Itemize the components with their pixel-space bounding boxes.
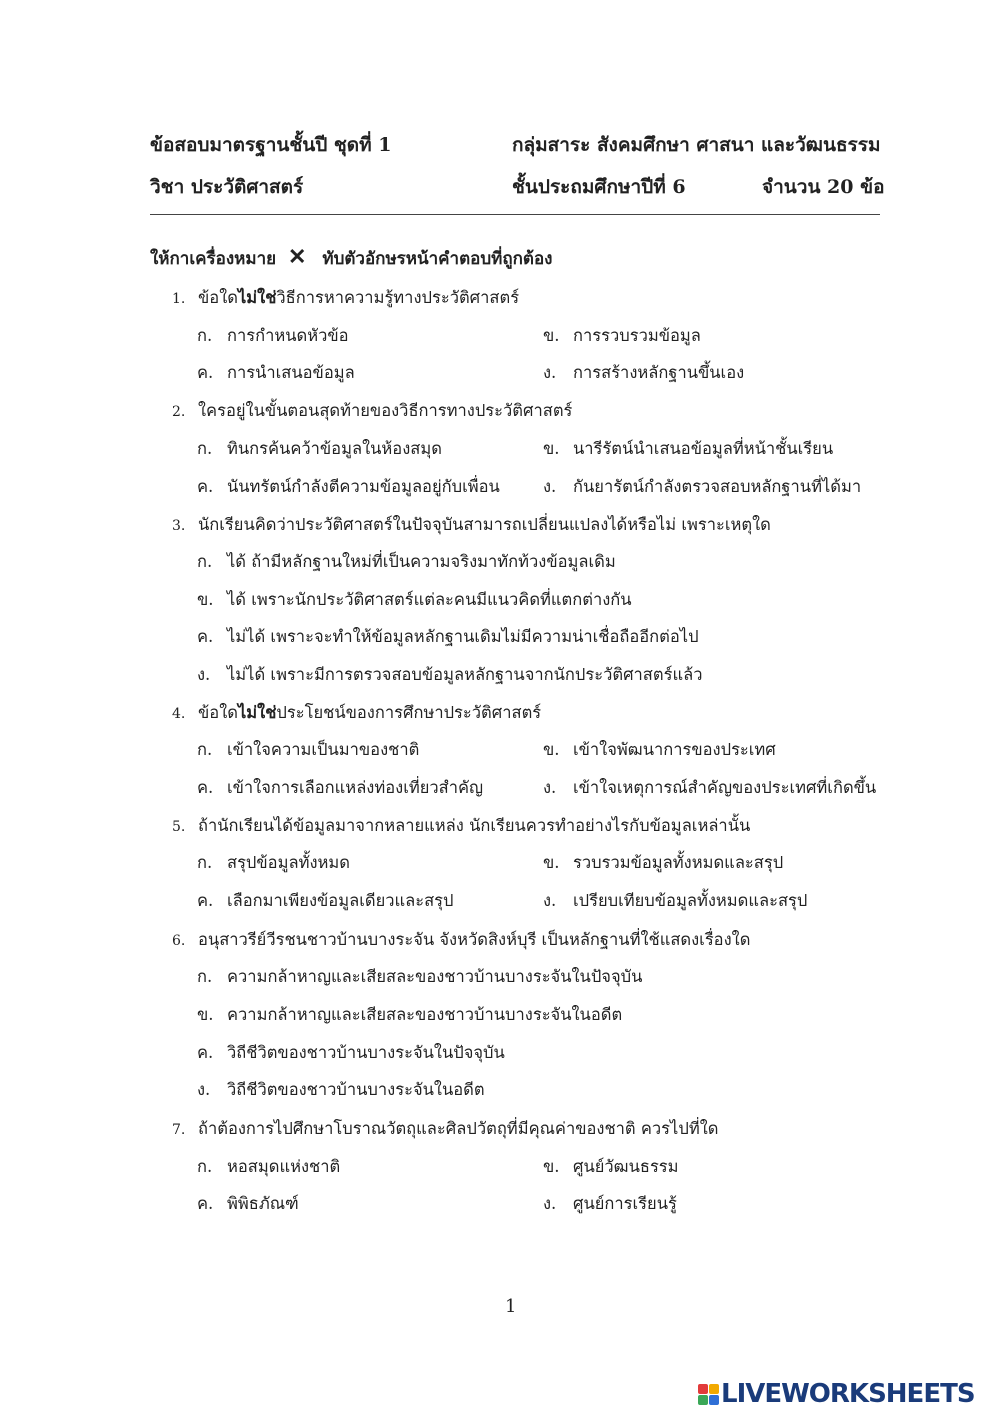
question-text: ข้อใด xyxy=(198,703,238,722)
question-text: ข้อใด xyxy=(198,288,238,307)
question-emphasis: ไม่ใช่ xyxy=(237,703,277,722)
question-2 xyxy=(172,398,572,424)
question-1 xyxy=(172,285,519,311)
instruction xyxy=(150,244,552,272)
question-7 xyxy=(172,1116,718,1142)
question-text: นักเรียนคิดว่าประวัติศาสตร์ในปัจจุบันสามารถเปลี่ยนแปลงได้หรือไม่ เพราะเหตุใด xyxy=(198,515,771,534)
question-5 xyxy=(172,813,750,839)
question-number: 3. xyxy=(172,518,186,534)
option-q3-d[interactable]: ง. ไม่ได้ เพราะมีการตรวจสอบข้อมูลหลักฐานจากนักประวัติศาสตร์แล้ว xyxy=(197,665,703,684)
option-q4-c[interactable]: ค. เข้าใจการเลือกแหล่งท่องเที่ยวสำคัญ xyxy=(197,778,484,797)
option-q1-b[interactable]: ข. การรวบรวมข้อมูล xyxy=(543,326,701,345)
instruction-before: ให้กาเครื่องหมาย xyxy=(150,249,277,269)
option-q1-d[interactable]: ง. การสร้างหลักฐานขึ้นเอง xyxy=(543,363,745,382)
question-text: ถ้าต้องการไปศึกษาโบราณวัตถุและศิลปวัตถุที่มีคุณค่าของชาติ ควรไปที่ใด xyxy=(198,1119,719,1138)
question-text: วิธีการหาความรู้ทางประวัติศาสตร์ xyxy=(276,288,520,307)
option-q6-c[interactable]: ค. วิถีชีวิตของชาวบ้านบางระจันในปัจจุบัน xyxy=(197,1043,505,1062)
option-q6-d[interactable]: ง. วิถีชีวิตของชาวบ้านบางระจันในอดีต xyxy=(197,1080,485,1099)
question-text: อนุสาวรีย์วีรชนชาวบ้านบางระจัน จังหวัดสิงห์บุรี เป็นหลักฐานที่ใช้แสดงเรื่องใด xyxy=(198,930,751,949)
question-4 xyxy=(172,700,541,726)
subject-group: กลุ่มสาระ สังคมศึกษา ศาสนา และวัฒนธรรม xyxy=(512,134,881,156)
option-q2-c[interactable]: ค. นันทรัตน์กำลังตีความข้อมูลอยู่กับเพื่อน xyxy=(197,477,500,496)
option-q4-b[interactable]: ข. เข้าใจพัฒนาการของประเทศ xyxy=(543,740,776,759)
grade-level: ชั้นประถมศึกษาปีที่ 6 xyxy=(512,176,686,198)
option-q5-a[interactable]: ก. สรุปข้อมูลทั้งหมด xyxy=(197,853,350,872)
option-q1-a[interactable]: ก. การกำหนดหัวข้อ xyxy=(197,326,349,345)
question-number: 1. xyxy=(172,291,186,307)
subject-name: วิชา ประวัติศาสตร์ xyxy=(150,176,304,198)
page-number: 1 xyxy=(505,1296,517,1317)
header-divider xyxy=(150,214,880,215)
liveworksheets-logo[interactable] xyxy=(698,1376,975,1412)
brand-name: LIVEWORKSHEETS xyxy=(721,1379,975,1409)
option-q5-d[interactable]: ง. เปรียบเทียบข้อมูลทั้งหมดและสรุป xyxy=(543,891,808,910)
option-q1-c[interactable]: ค. การนำเสนอข้อมูล xyxy=(197,363,355,382)
option-q2-d[interactable]: ง. กันยารัตน์กำลังตรวจสอบหลักฐานที่ได้มา xyxy=(543,477,862,496)
question-number: 6. xyxy=(172,933,186,949)
question-number: 7. xyxy=(172,1122,186,1138)
logo-square-icon xyxy=(698,1395,708,1405)
option-q3-c[interactable]: ค. ไม่ได้ เพราะจะทำให้ข้อมูลหลักฐานเดิมไม่มีความน่าเชื่อถืออีกต่อไป xyxy=(197,627,699,646)
option-q5-b[interactable]: ข. รวบรวมข้อมูลทั้งหมดและสรุป xyxy=(543,853,784,872)
option-q4-a[interactable]: ก. เข้าใจความเป็นมาของชาติ xyxy=(197,740,420,759)
option-q3-b[interactable]: ข. ได้ เพราะนักประวัติศาสตร์แต่ละคนมีแนวคิดที่แตกต่างกัน xyxy=(197,590,632,609)
option-q7-d[interactable]: ง. ศูนย์การเรียนรู้ xyxy=(543,1194,677,1213)
x-mark-icon: ✕ xyxy=(288,244,307,270)
option-q6-a[interactable]: ก. ความกล้าหาญและเสียสละของชาวบ้านบางระจันในปัจจุบัน xyxy=(197,967,643,986)
option-q6-b[interactable]: ข. ความกล้าหาญและเสียสละของชาวบ้านบางระจันในอดีต xyxy=(197,1005,623,1024)
option-q7-b[interactable]: ข. ศูนย์วัฒนธรรม xyxy=(543,1157,679,1176)
question-6 xyxy=(172,927,750,953)
liveworksheets-icon xyxy=(698,1384,719,1405)
question-text: ประโยชน์ของการศึกษาประวัติศาสตร์ xyxy=(276,703,542,722)
logo-square-icon xyxy=(698,1384,708,1394)
instruction-after: ทับตัวอักษรหน้าคำตอบที่ถูกต้อง xyxy=(322,249,553,269)
logo-square-icon xyxy=(709,1395,719,1405)
question-number: 5. xyxy=(172,819,186,835)
question-count: จำนวน 20 ข้อ xyxy=(762,176,885,198)
option-q7-c[interactable]: ค. พิพิธภัณฑ์ xyxy=(197,1194,299,1213)
question-3 xyxy=(172,512,771,538)
option-q5-c[interactable]: ค. เลือกมาเพียงข้อมูลเดียวและสรุป xyxy=(197,891,454,910)
logo-square-icon xyxy=(709,1384,719,1394)
question-emphasis: ไม่ใช่ xyxy=(237,288,277,307)
option-q2-a[interactable]: ก. ทินกรค้นคว้าข้อมูลในห้องสมุด xyxy=(197,439,442,458)
question-text: ใครอยู่ในขั้นตอนสุดท้ายของวิธีการทางประวัติศาสตร์ xyxy=(198,401,573,420)
option-q4-d[interactable]: ง. เข้าใจเหตุการณ์สำคัญของประเทศที่เกิดขึ้น xyxy=(543,778,877,797)
option-q3-a[interactable]: ก. ได้ ถ้ามีหลักฐานใหม่ที่เป็นความจริงมาทักท้วงข้อมูลเดิม xyxy=(197,552,616,571)
option-q7-a[interactable]: ก. หอสมุดแห่งชาติ xyxy=(197,1157,341,1176)
question-number: 4. xyxy=(172,706,186,722)
question-number: 2. xyxy=(172,404,186,420)
option-q2-b[interactable]: ข. นารีรัตน์นำเสนอข้อมูลที่หน้าชั้นเรียน xyxy=(543,439,834,458)
test-title: ข้อสอบมาตรฐานชั้นปี ชุดที่ 1 xyxy=(150,134,392,156)
question-text: ถ้านักเรียนได้ข้อมูลมาจากหลายแหล่ง นักเรียนควรทำอย่างไรกับข้อมูลเหล่านั้น xyxy=(198,816,751,835)
